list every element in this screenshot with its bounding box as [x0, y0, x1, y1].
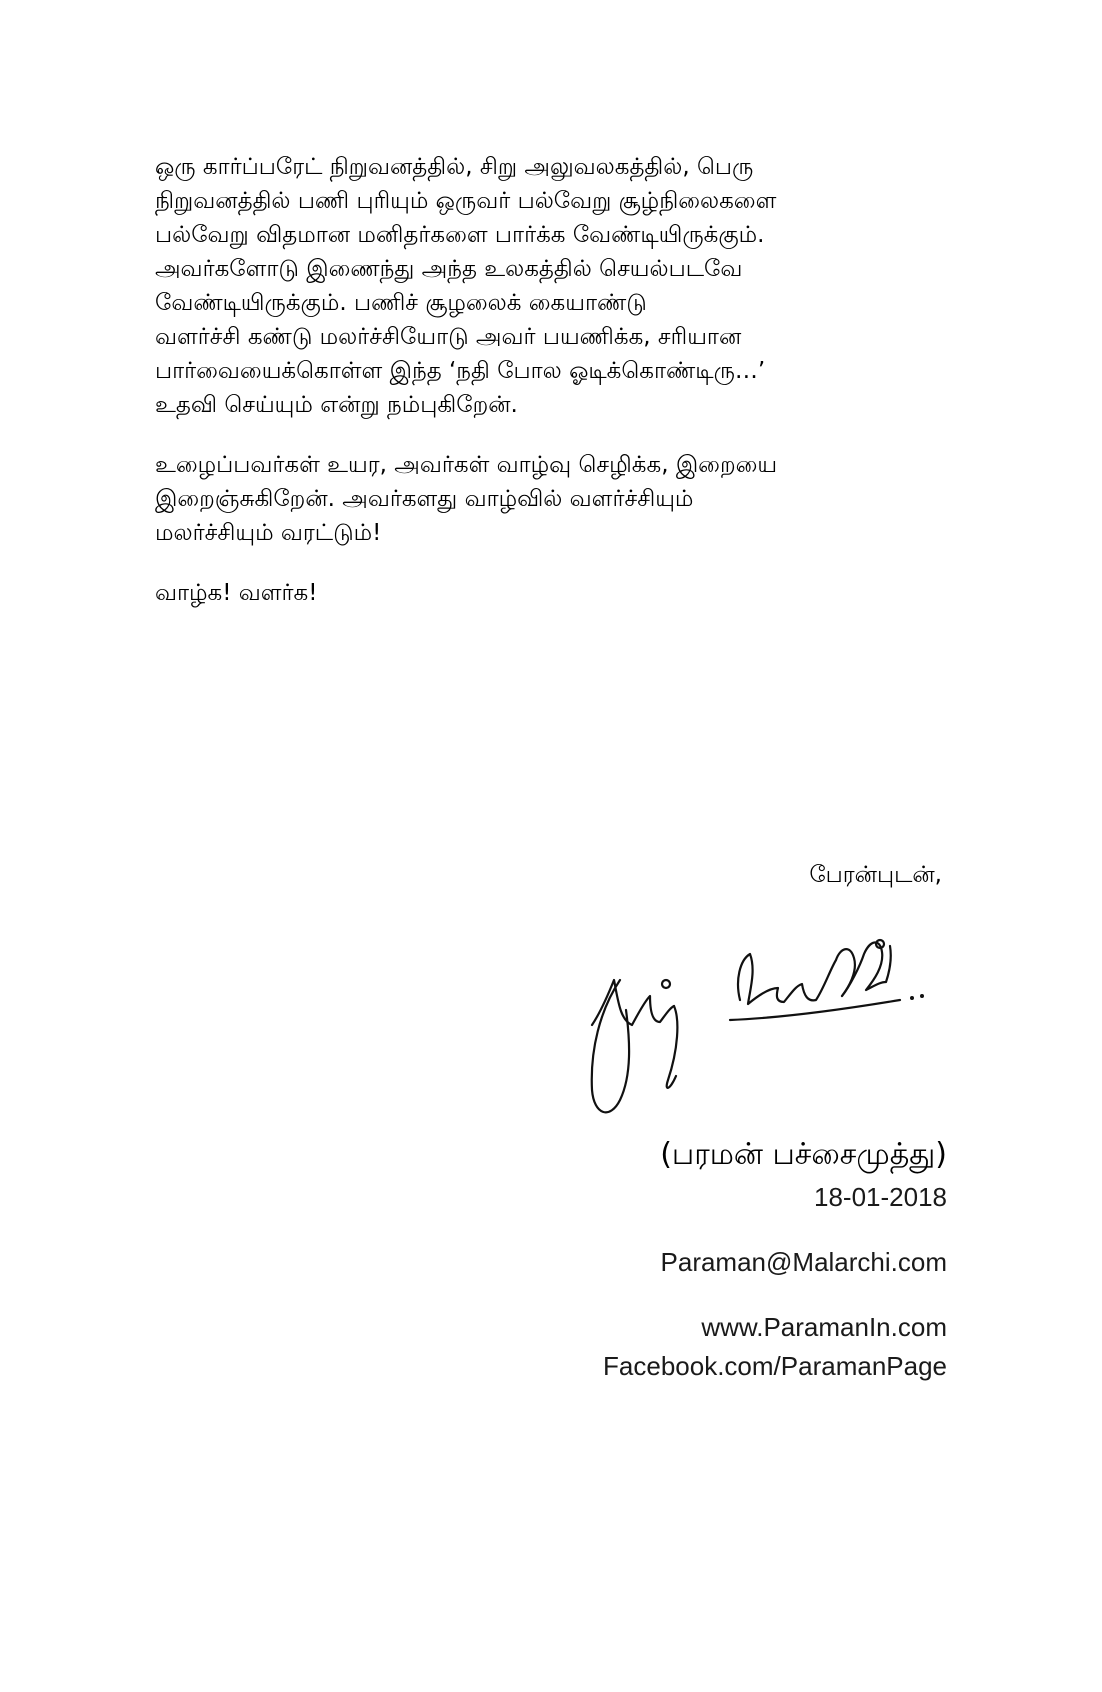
- text-line: மலர்ச்சியும் வரட்டும்!: [155, 520, 382, 546]
- text-line: ஒரு கார்ப்பரேட் நிறுவனத்தில், சிறு அலுவலகத்தில், பெரு: [155, 154, 754, 180]
- text-line: பல்வேறு விதமான மனிதர்களை பார்க்க வேண்டியிருக்கும்.: [155, 222, 765, 248]
- handwritten-signature: [580, 930, 940, 1150]
- text-line: நிறுவனத்தில் பணி புரியும் ஒருவர் பல்வேறு சூழ்நிலைகளை: [155, 188, 777, 214]
- letter-date: 18-01-2018: [814, 1182, 947, 1212]
- paragraph-wishes: [155, 448, 955, 550]
- text-line: அவர்களோடு இணைந்து அந்த உலகத்தில் செயல்படவே: [155, 256, 743, 282]
- text-line: இறைஞ்சுகிறேன். அவர்களது வாழ்வில் வளர்ச்சியும்: [155, 486, 694, 512]
- text-line: வளர்ச்சி கண்டு மலர்ச்சியோடு அவர் பயணிக்க, சரியான: [155, 324, 742, 350]
- paragraph-intro: [155, 150, 955, 422]
- text-line: வாழ்க! வளர்க!: [155, 580, 318, 606]
- letter-body: [155, 150, 955, 610]
- paragraph-greeting: [155, 576, 955, 610]
- email-address: Paraman@Malarchi.com: [660, 1247, 947, 1277]
- closing-salutation: பேரன்புடன்,: [809, 862, 942, 888]
- signatory-name: (பரமன் பச்சைமுத்து): [660, 1137, 947, 1172]
- website-url: www.ParamanIn.com: [701, 1312, 947, 1342]
- text-line: பார்வையைக்கொள்ள இந்த ‘நதி போல ஓடிக்கொண்டிரு…’: [155, 358, 766, 384]
- facebook-url: Facebook.com/ParamanPage: [603, 1351, 947, 1381]
- text-line: உழைப்பவர்கள் உயர, அவர்கள் வாழ்வு செழிக்க, இறையை: [155, 452, 778, 478]
- text-line: உதவி செய்யும் என்று நம்புகிறேன்.: [155, 392, 518, 418]
- text-line: வேண்டியிருக்கும். பணிச் சூழலைக் கையாண்டு: [155, 290, 647, 316]
